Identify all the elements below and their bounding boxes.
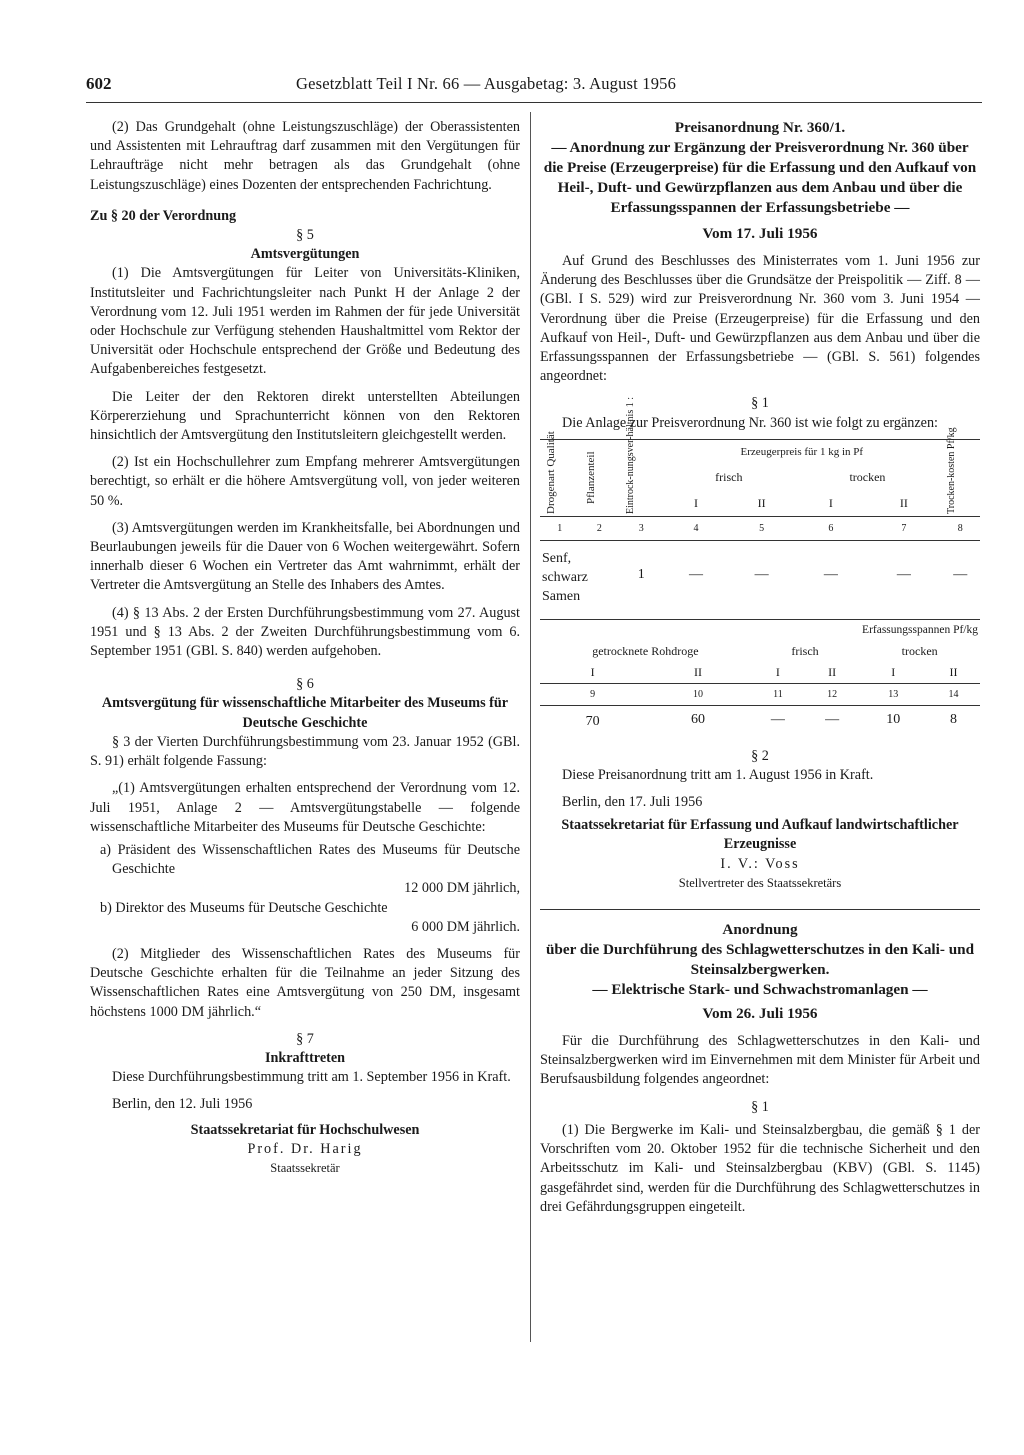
paragraph: (4) § 13 Abs. 2 der Ersten Durchführungsbestimmung vom 27. August 1951 und § 13 Abs. 2 der Zweiten Durchführungsbestimmung vom 6. September 1951 (GBl. S. 840) werden aufgehoben.	[90, 604, 520, 660]
ordinance-subtitle: — Anordnung zur Ergänzung der Preisverordnung Nr. 360 über die Preise (Erzeugerpreise) für die Erfassung und den Aufkauf von Heil-, Duft- und Gewürzpflanzen aus dem Anbau und über die Erfassungsspannen der Erfassungsbetriebe —	[543, 139, 977, 216]
column-number: 13	[859, 684, 927, 706]
paragraph: Diese Durchführungsbestimmung tritt am 1. September 1956 in Kraft.	[112, 1069, 511, 1086]
table-header: Eintrock-nungsver-hältnis 1 :	[625, 396, 637, 514]
table-header: Drogenart Qualität	[545, 431, 557, 514]
section-number: § 1	[751, 1098, 769, 1115]
signer-role: Stellvertreter des Staatssekretärs	[678, 875, 842, 890]
left-column	[90, 118, 520, 1178]
table-cell: 70	[585, 714, 600, 730]
table-header: frisch	[715, 470, 743, 485]
table-cell: —	[754, 567, 769, 583]
ordinance-date: Vom 17. Juli 1956	[702, 225, 818, 242]
signer: I. V.: Voss	[720, 855, 800, 872]
table-cell: —	[953, 567, 968, 583]
table-header: I	[590, 665, 595, 680]
table-cell: —	[689, 567, 703, 583]
table-header: II	[899, 495, 908, 510]
paragraph: (1) Die Amtsvergütungen für Leiter von Universitäts-Kliniken, Institutsleiter und Fachrichtungsleiter nach Punkt H der Anlage 2 der Verordnung vom 12. Juli 1951 werden im Rahmen der für jede Universität oder Hochschule zur Verfügung stehenden Haushaltmittel vom Rektor der Universität oder Hochschule entsprechend der Größe und Bedeutung des Aufgabenbereiches festgesetzt.	[90, 265, 520, 378]
authority: Staatssekretariat für Erfassung und Aufkauf landwirtschaftlicher Erzeugnisse	[561, 817, 959, 853]
header-title: Gesetzblatt Teil I Nr. 66 — Ausgabetag: 3. August 1956	[296, 74, 677, 93]
column-number: 4	[663, 516, 729, 540]
table-header: Trocken-kosten Pf/kg	[946, 427, 958, 514]
column-number: 5	[729, 516, 795, 540]
section-title: Inkrafttreten	[264, 1049, 346, 1066]
column-number: 14	[927, 684, 980, 706]
list-item: a) Präsident des Wissenschaftlichen Rates des Museums für Deutsche Geschichte	[100, 841, 520, 878]
table-header: Erzeugerpreis für 1 kg in Pf	[740, 445, 864, 458]
section-title: Amtsvergütung für wissenschaftliche Mitarbeiter des Museums für Deutsche Geschichte	[101, 695, 509, 731]
table-header: I	[891, 665, 896, 680]
table-cell: —	[825, 711, 840, 727]
ordinance-title: Anordnung	[722, 921, 798, 939]
table-header: frisch	[791, 643, 819, 658]
place-date: Berlin, den 17. Juli 1956	[562, 794, 703, 811]
authority: Staatssekretariat für Hochschulwesen	[190, 1121, 420, 1138]
paragraph: (2) Mitglieder des Wissenschaftlichen Rates des Museums für Deutsche Geschichte erhalten für die Teilnahme an jeder Sitzung des Wissenschaftlichen Rates eine Amtsvergütung von 250 DM, insgesamt höchstens 1000 DM jährlich.“	[90, 945, 520, 1020]
column-number: 2	[580, 516, 620, 540]
table-header: trocken	[901, 643, 938, 658]
table-row	[540, 541, 980, 609]
section-reference: Zu § 20 der Verordnung	[90, 207, 237, 224]
column-number: 8	[940, 516, 980, 540]
amount: 6 000 DM jährlich.	[411, 918, 520, 935]
paragraph: Diese Preisanordnung tritt am 1. August 1956 in Kraft.	[562, 766, 874, 783]
table-header: I	[828, 495, 833, 510]
table-cell: —	[896, 567, 911, 583]
column-divider	[530, 112, 531, 1342]
table-cell: —	[770, 711, 785, 727]
table-header: trocken	[849, 470, 886, 485]
margin-table	[540, 619, 980, 733]
page-number: 602	[86, 74, 112, 93]
table-cell: 60	[691, 711, 706, 727]
section-number: § 6	[296, 676, 314, 693]
amount: 12 000 DM jährlich,	[404, 880, 520, 897]
paragraph: (1) Die Bergwerke im Kali- und Steinsalzbergbau, die gemäß § 1 der Vorschriften vom 20. Oktober 1952 für die technische Sicherheit und den Arbeitsschutz im Kali- und Steinsalzbergbau (KBV) (GBl. S. 1145) gasgefährdet sind, werden für die Durchführung des Schlagwetterschutzes in drei Gefährdungsgruppen eingeteilt.	[540, 1121, 980, 1215]
column-number: 10	[645, 684, 750, 706]
table-cell: 8	[950, 711, 958, 727]
ordinance-subtitle: — Elektrische Stark- und Schwachstromanlagen —	[592, 981, 928, 999]
table-header: Pflanzenteil	[584, 451, 597, 505]
paragraph: (2) Ist ein Hochschullehrer zum Empfang mehrerer Amtsvergütungen berechtigt, so erhält er die höhere Amtsvergütung voll, von jeder weiteren 50 %.	[90, 454, 520, 509]
paragraph: „(1) Amtsvergütungen erhalten entsprechend der Verordnung vom 12. Juli 1951, Anlage 2 — Amtsvergütungstabelle — folgende wissenschaftliche Mitarbeiter des Museums für Deutsche Geschichte:	[90, 780, 520, 835]
table-header: II	[828, 665, 837, 680]
section-number: § 2	[751, 747, 769, 764]
ordinance-date: Vom 26. Juli 1956	[702, 1005, 818, 1023]
table-row	[540, 706, 980, 733]
ordinance-title: Preisanordnung Nr. 360/1.	[674, 119, 846, 136]
paragraph: Die Anlage zur Preisverordnung Nr. 360 ist wie folgt zu ergänzen:	[562, 414, 939, 431]
table-header: I	[775, 665, 780, 680]
table-cell: 1	[637, 567, 645, 583]
table-cell: —	[823, 567, 838, 583]
signer-role: Staatssekretär	[270, 1160, 340, 1175]
paragraph: Für die Durchführung des Schlagwetterschutzes in den Kali- und Steinsalzbergwerken wird im Einvernehmen mit dem Minister für Arbeit und Berufsausbildung folgendes angeordnet:	[540, 1033, 980, 1088]
right-column	[540, 118, 980, 1217]
section-number: § 7	[296, 1030, 314, 1047]
table-header: II	[694, 665, 703, 680]
paragraph: § 3 der Vierten Durchführungsbestimmung vom 23. Januar 1952 (GBl. S. 91) erhält folgende Fassung:	[90, 733, 520, 770]
column-number: 3	[619, 516, 663, 540]
section-number: § 1	[751, 395, 769, 412]
paragraph: (2) Das Grundgehalt (ohne Leistungszuschläge) der Oberassistenten und Assistenten mit Lehrauftrag darf zusammen mit den Vergütungen für Lehraufträge nicht mehr betragen als das Grundgehalt (ohne Leistungszuschläge) eines Dozenten der entsprechenden Fachrichtung.	[90, 119, 520, 193]
table-cell: Senf, schwarz Samen	[542, 551, 588, 605]
table-cell: 10	[886, 711, 901, 727]
place-date: Berlin, den 12. Juli 1956	[112, 1096, 253, 1113]
table-header: II	[949, 665, 958, 680]
paragraph: Die Leiter der den Rektoren direkt unterstellten Abteilungen Körpererziehung und Sprachunterricht können von den Rektoren hinsichtlich der Amtsvergütung den Institutsleitern gleichgestellt werden.	[90, 388, 520, 444]
paragraph: Auf Grund des Beschlusses des Ministerrates vom 1. Juni 1956 zur Änderung des Beschlusses über die Grundsätze der Preispolitik — Ziff. 8 — (GBl. I S. 529) wird zur Preisverordnung Nr. 360 vom 3. Juni 1954 — Verordnung über die Preise (Erzeugerpreise) für die Erfassung und den Aufkauf von Heil-, Duft- und Gewürzpflanzen aus dem Anbau und über die Erfassungsspannen der Erfassungsbetriebe — (GBl. S. 561) folgendes angeordnet:	[540, 253, 980, 385]
section-divider	[540, 909, 980, 910]
column-number: 9	[540, 684, 645, 706]
column-number: 1	[540, 516, 580, 540]
table-header: I	[694, 495, 698, 510]
table-header: Erfassungsspannen Pf/kg	[862, 623, 978, 636]
ordinance-subtitle: über die Durchführung des Schlagwetterschutzes in den Kali- und Steinsalzbergwerken.	[545, 941, 975, 979]
page-header	[86, 74, 982, 103]
column-number: 6	[794, 516, 867, 540]
signer: Prof. Dr. Harig	[247, 1140, 363, 1157]
section-title: Amtsvergütungen	[250, 246, 360, 263]
column-number: 11	[751, 684, 805, 706]
table-header: getrocknete Rohdroge	[592, 643, 699, 658]
section-number: § 5	[296, 227, 314, 244]
paragraph: (3) Amtsvergütungen werden im Krankheitsfalle, bei Abordnungen und Beurlaubungen jeweils für die Dauer von 6 Wochen weitergewährt. Sofern innerhalb dieser 6 Wochen ein Vertreter das Amt wahrnimmt, erhält der Vertreter die Amtsvergütung an Stelle des Inhabers des Amtes.	[90, 519, 520, 594]
column-number: 12	[805, 684, 859, 706]
column-number: 7	[867, 516, 940, 540]
table-header: II	[757, 495, 766, 510]
list-item: b) Direktor des Museums für Deutsche Geschichte	[100, 899, 388, 916]
